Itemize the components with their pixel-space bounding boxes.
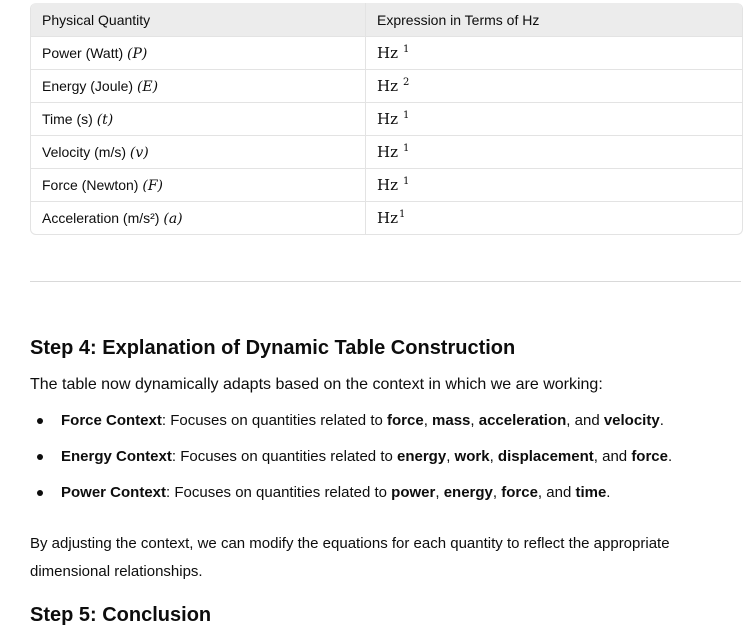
bullet-term: Energy Context [61,448,172,465]
expression-base: Hz [377,209,398,227]
list-item-energy-context [30,446,672,482]
expression-base: Hz [377,77,398,95]
quantity-label: Time (s) [42,110,97,127]
bullet-sep: , [446,448,455,465]
expression-exponent: 1 [398,209,406,220]
expression-base: Hz [377,143,398,161]
bullet-keyword: displacement [497,448,594,465]
quantity-label: Power (Watt) [42,44,128,61]
table-row [31,103,742,136]
expression-exponent: 1 [402,44,410,55]
table-row [31,136,742,169]
quantity-cell [31,202,366,235]
bullet-sep: , [492,484,502,501]
quantity-symbol: (a) [163,210,183,227]
quantity-cell [31,70,366,103]
bullet-term: Power Context [61,484,167,501]
quantity-cell [31,169,366,202]
quantity-cell [31,136,366,169]
bullet-keyword: force [631,448,668,465]
bullet-keyword: time [575,484,607,501]
bullet-sep: , [470,412,479,429]
section-divider [30,281,741,282]
bullet-sep: , and [566,412,604,429]
bullet-keyword: energy [443,484,493,501]
table-row [31,70,742,103]
step4-closing-paragraph: By adjusting the context, we can modify the equations for each quantity to reflect the appropriate dimensional relationships. [30,535,670,580]
expression-exponent: 2 [402,77,410,88]
bullet-sep: , [489,448,498,465]
expression-cell [366,169,743,202]
quantity-label: Force (Newton) [42,176,143,193]
expression-exponent: 1 [402,176,410,187]
bullet-end: . [659,412,664,429]
bullet-end: . [606,484,611,501]
step5-heading: Step 5: Conclusion [30,604,212,626]
bullet-text: : Focuses on quantities related to [161,412,387,429]
table-row [31,202,742,235]
bullet-keyword: acceleration [478,412,567,429]
step4-intro: The table now dynamically adapts based on the context in which we are working: [30,376,603,393]
bullet-sep: , and [537,484,576,501]
list-item-force-context [30,410,672,446]
quantity-label: Acceleration (m/s²) [42,209,164,226]
quantity-label: Energy (Joule) [42,77,137,94]
bullet-sep: , and [593,448,632,465]
context-list [30,410,672,518]
bullet-keyword: force [387,412,424,429]
table-row [31,37,742,70]
quantity-cell [31,103,366,136]
bullet-keyword: velocity [603,412,660,429]
bullet-text: : Focuses on quantities related to [171,448,397,465]
list-item-power-context [30,482,672,518]
header-expression-hz: Expression in Terms of Hz [366,3,743,37]
quantity-cell [31,37,366,70]
bullet-term: Force Context [61,412,162,429]
bullet-sep: , [435,484,444,501]
expression-base: Hz [377,110,398,128]
expression-cell [366,136,743,169]
quantity-symbol: (P) [127,45,148,62]
bullet-text: : Focuses on quantities related to [166,484,392,501]
bullet-keyword: work [454,448,490,465]
table-header-row [31,3,742,37]
bullet-sep: , [423,412,433,429]
header-physical-quantity: Physical Quantity [31,3,366,37]
expression-cell [366,37,743,70]
expression-cell [366,70,743,103]
expression-base: Hz [377,176,398,194]
quantity-symbol: (F) [142,177,163,194]
expression-exponent: 1 [402,143,410,154]
units-table [30,3,743,235]
step4-heading: Step 4: Explanation of Dynamic Table Construction [30,337,516,359]
bullet-end: . [668,448,673,465]
units-table-grid [31,3,742,234]
bullet-keyword: power [391,484,436,501]
quantity-symbol: (v) [129,144,149,161]
expression-cell [366,103,743,136]
bullet-keyword: mass [432,412,471,429]
expression-exponent: 1 [402,110,410,121]
expression-cell [366,202,743,235]
bullet-keyword: force [501,484,538,501]
expression-base: Hz [377,44,398,62]
quantity-label: Velocity (m/s) [42,143,130,160]
quantity-symbol: (t) [96,111,114,128]
bullet-keyword: energy [397,448,447,465]
table-row [31,169,742,202]
quantity-symbol: (E) [136,78,159,95]
